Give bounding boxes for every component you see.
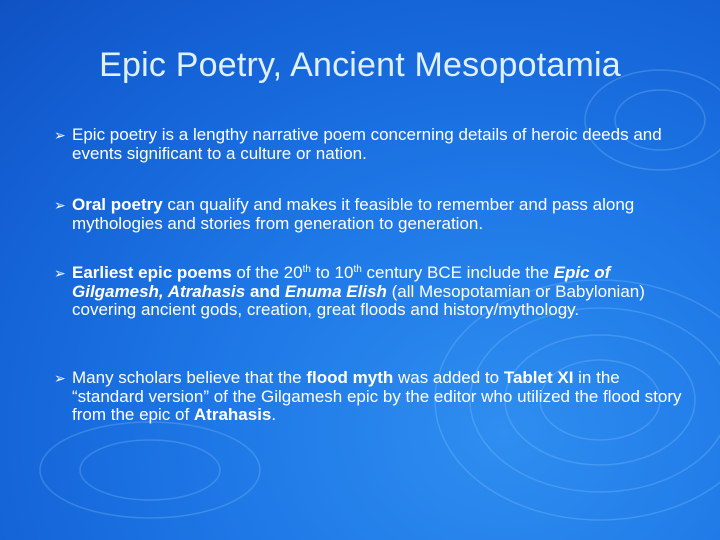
bullet-text-run: Tablet XI: [503, 368, 574, 387]
bullet-item: [54, 369, 684, 425]
bullet-text-run: th: [302, 264, 311, 275]
bullet-text-run: century BCE include the: [361, 263, 554, 282]
bullet-item: [54, 196, 684, 233]
arrow-bullet-icon: ➢: [54, 370, 66, 386]
bullet-text: [72, 196, 684, 233]
slide-title: Epic Poetry, Ancient Mesopotamia: [99, 46, 621, 84]
bullet-text-run: Enuma Elish: [284, 281, 387, 301]
bullet-text-run: flood myth: [306, 368, 394, 387]
bullet-text-run: to 10: [310, 263, 354, 282]
arrow-bullet-icon: ➢: [54, 265, 66, 281]
bullet-text-run: Atrahasis: [193, 405, 272, 424]
bullet-text-run: Many scholars believe that the: [72, 368, 307, 387]
bullet-text-run: in the “standard version” of the Gilgamesh epic by the editor who utilized the flood story from the epic of: [72, 368, 682, 424]
bullet-text: [72, 369, 684, 425]
bullet-text-run: can qualify and makes it feasible to remember and pass along mythologies and stories from generation to generation.: [72, 195, 635, 233]
bullet-text-run: Epic poetry is a lengthy narrative poem concerning details of heroic deeds and events significant to a culture or nation.: [72, 125, 662, 163]
bullet-text-run: and: [245, 281, 285, 301]
bullet-text: [72, 126, 684, 163]
bullet-text-run: (all Mesopotamian or Babylonian) covering ancient gods, creation, great floods and history/mythology.: [72, 281, 645, 319]
arrow-bullet-icon: ➢: [54, 127, 66, 143]
bullet-item: [54, 264, 684, 320]
bullet-text-run: was added to: [393, 368, 504, 387]
bullet-text-run: .: [271, 405, 277, 424]
arrow-bullet-icon: ➢: [54, 197, 66, 213]
bullet-item: [54, 126, 684, 163]
bullet-text-run: Earliest epic poems: [72, 263, 232, 282]
bullet-text: [72, 264, 684, 320]
bullet-text-run: th: [353, 264, 362, 275]
bullet-text-run: of the 20: [231, 263, 303, 282]
bullet-text-run: Epic of Gilgamesh, Atrahasis: [72, 263, 611, 301]
bullet-text-run: Oral poetry: [72, 195, 163, 214]
